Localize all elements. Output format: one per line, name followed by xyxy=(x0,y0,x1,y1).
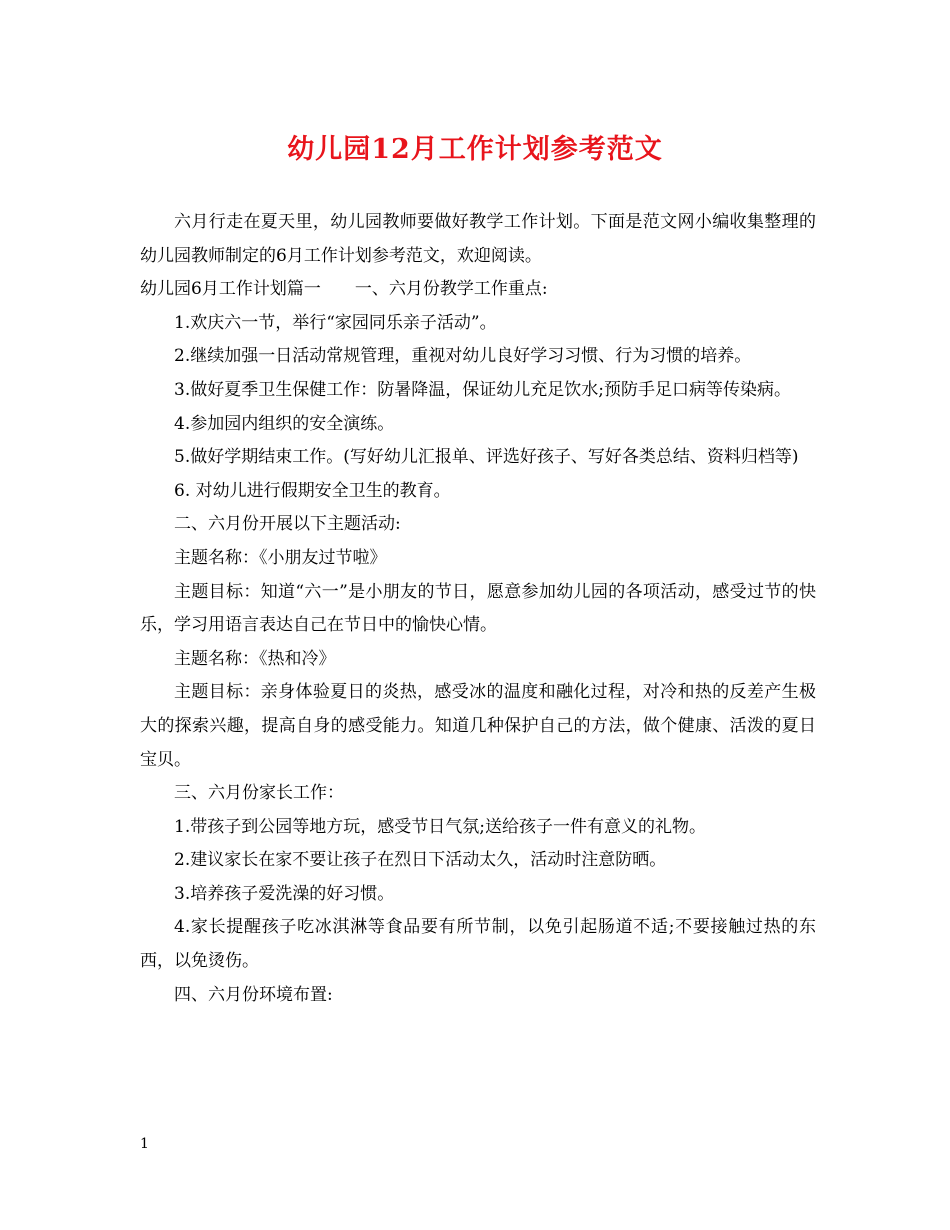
paragraph: 幼儿园6月工作计划篇一 一、六月份教学工作重点: xyxy=(140,279,548,300)
paragraph: 四、六月份环境布置: xyxy=(174,984,333,1005)
paragraph: 4.家长提醒孩子吃冰淇淋等食品要有所节制，以免引起肠道不适;不要接触过热的东西，以免烫伤。 xyxy=(140,917,816,972)
paragraph: 2.建议家长在家不要让孩子在烈日下活动太久，活动时注意防晒。 xyxy=(174,850,667,871)
page-number: 1 xyxy=(140,1136,149,1152)
paragraph: 三、六月份家长工作： xyxy=(174,783,344,804)
paragraph: 1.带孩子到公园等地方玩，感受节日气氛;送给孩子一件有意义的礼物。 xyxy=(174,816,706,837)
paragraph: 5.做好学期结束工作。(写好幼儿汇报单、评选好孩子、写好各类总结、资料归档等) xyxy=(174,447,799,468)
paragraph: 6. 对幼儿进行假期安全卫生的教育。 xyxy=(174,480,451,501)
paragraph: 3.做好夏季卫生保健工作：防暑降温，保证幼儿充足饮水;预防手足口病等传染病。 xyxy=(174,379,791,400)
document-title: 幼儿园12月工作计划参考范文 xyxy=(287,134,663,165)
paragraph: 主题目标：亲身体验夏日的炎热，感受冰的温度和融化过程，对冷和热的反差产生极大的探索兴趣，提高自身的感受能力。知道几种保护自己的方法，做个健康、活泼的夏日宝贝。 xyxy=(140,682,816,770)
paragraph: 主题目标：知道“六一”是小朋友的节日，愿意参加幼儿园的各项活动，感受过节的快乐，学习用语言表达自己在节日中的愉快心情。 xyxy=(140,581,816,636)
document-body xyxy=(140,206,816,1012)
paragraph: 主题名称：《小朋友过节啦》 xyxy=(174,547,387,568)
paragraph: 3.培养孩子爱洗澡的好习惯。 xyxy=(174,883,395,904)
paragraph: 二、六月份开展以下主题活动: xyxy=(174,514,401,535)
paragraph: 2.继续加强一日活动常规管理，重视对幼儿良好学习习惯、行为习惯的培养。 xyxy=(174,346,752,367)
paragraph: 4.参加园内组织的安全演练。 xyxy=(174,413,395,434)
paragraph: 1.欢庆六一节，举行“家园同乐亲子活动”。 xyxy=(174,312,497,333)
paragraph: 六月行走在夏天里，幼儿园教师要做好教学工作计划。下面是范文网小编收集整理的幼儿园教师制定的6月工作计划参考范文，欢迎阅读。 xyxy=(140,212,816,266)
paragraph: 主题名称：《热和冷》 xyxy=(174,648,336,669)
